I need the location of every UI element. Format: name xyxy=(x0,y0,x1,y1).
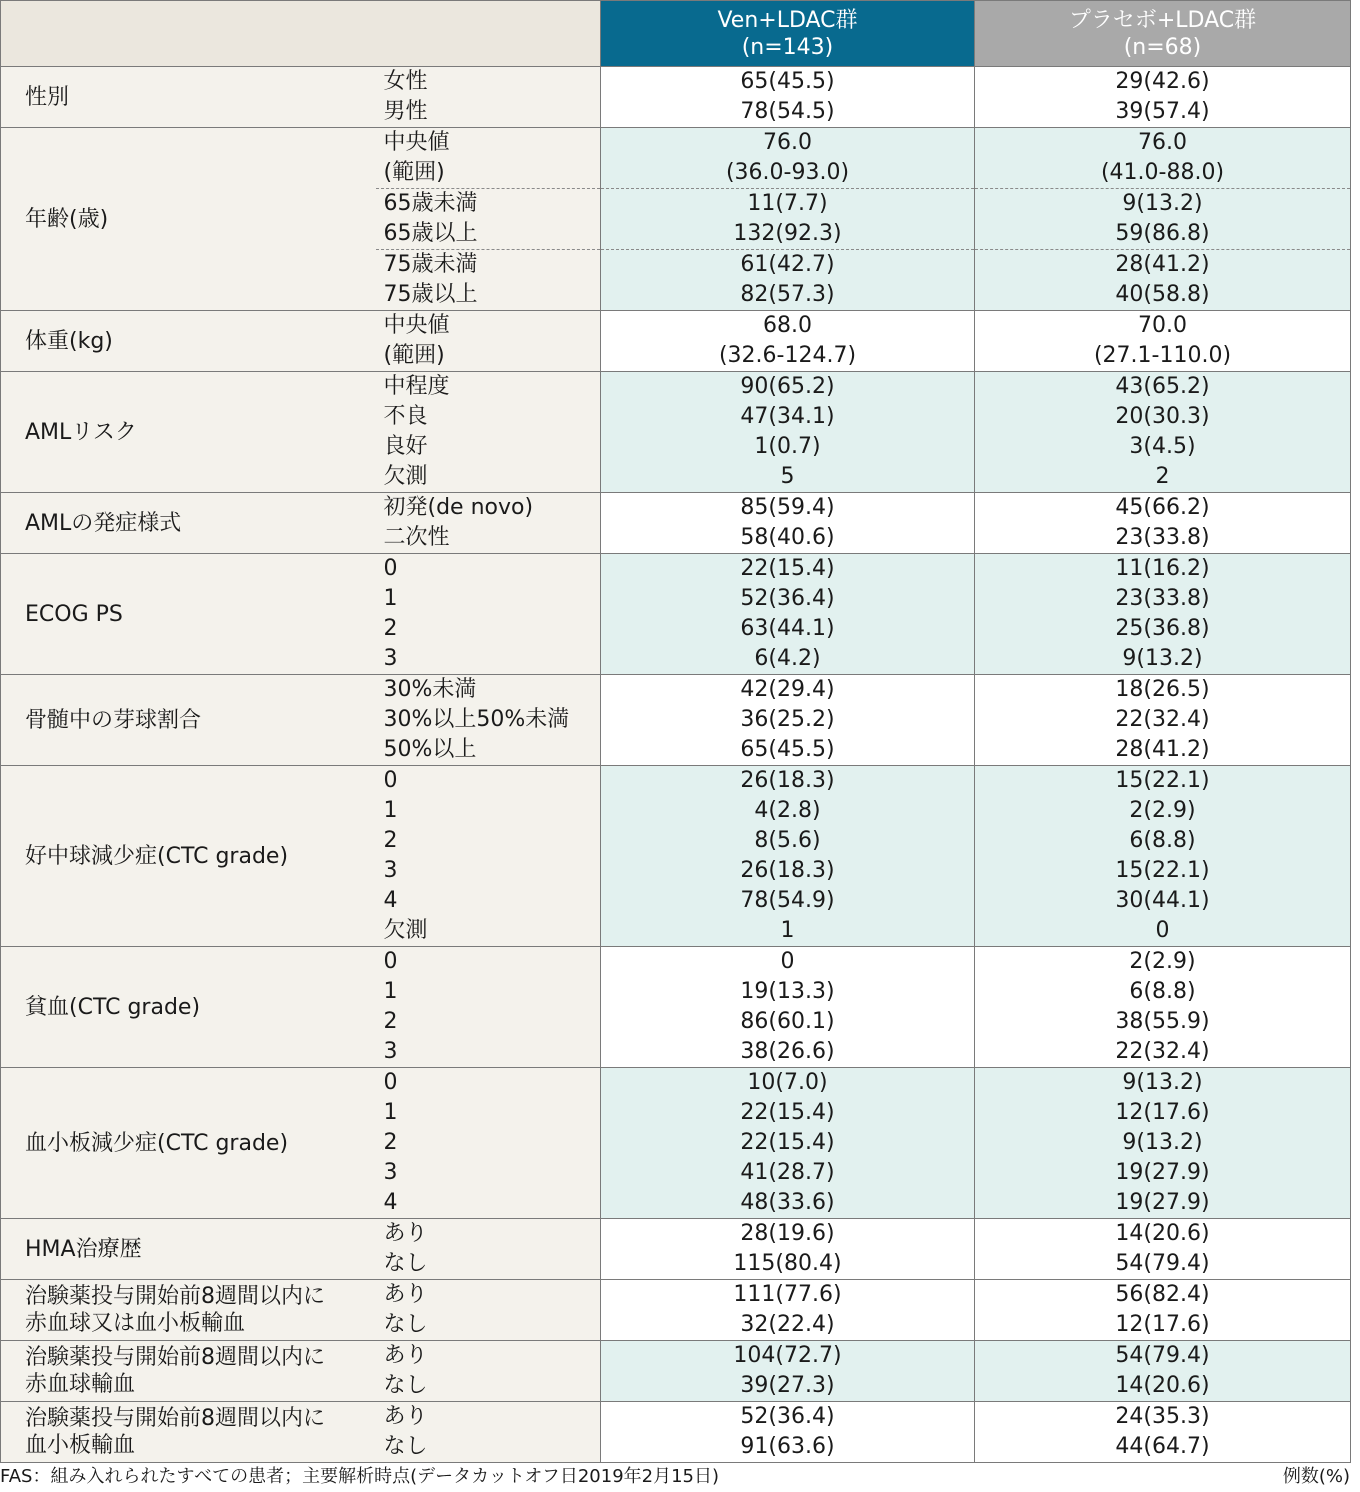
table-row-group xyxy=(1,67,1351,128)
row-category xyxy=(1,1280,376,1341)
ven-ldac-value: 78(54.5) xyxy=(740,99,835,124)
placebo-ldac-value-cell xyxy=(975,1280,1351,1341)
row-category xyxy=(1,1219,376,1280)
placebo-ldac-value-cell xyxy=(975,1068,1351,1219)
placebo-ldac-value: 12(17.6) xyxy=(1115,1312,1210,1337)
placebo-ldac-value: 30(44.1) xyxy=(1115,888,1210,913)
row-category xyxy=(1,67,376,128)
ven-ldac-value: 22(15.4) xyxy=(740,1100,835,1125)
placebo-ldac-value: 59(86.8) xyxy=(1115,221,1210,246)
placebo-ldac-value: 14(20.6) xyxy=(1115,1221,1210,1246)
row-segment xyxy=(975,311,1350,371)
subcategory-label: 3 xyxy=(383,1160,398,1185)
subcategory-label: (範囲) xyxy=(383,343,445,368)
row-segment xyxy=(975,675,1350,765)
subcategory-label: なし xyxy=(383,1373,428,1398)
placebo-ldac-value: 56(82.4) xyxy=(1115,1282,1210,1307)
placebo-ldac-value: 2 xyxy=(1155,464,1170,489)
row-category xyxy=(1,1341,376,1402)
subcategory-label: 1 xyxy=(383,586,398,611)
ven-ldac-value: 28(19.6) xyxy=(740,1221,835,1246)
ven-ldac-value-cell xyxy=(601,947,975,1068)
ven-ldac-value: 22(15.4) xyxy=(740,1130,835,1155)
row-segment xyxy=(975,947,1350,1067)
row-subcategory-cell xyxy=(376,554,601,675)
placebo-ldac-value: 3(4.5) xyxy=(1129,434,1196,459)
placebo-ldac-value: 18(26.5) xyxy=(1115,677,1210,702)
row-category xyxy=(1,493,376,554)
footnote-population: FAS：組み入れられたすべての患者；主要解析時点(データカットオフ日2019年2月15日) xyxy=(0,1466,720,1487)
ven-ldac-value: 8(5.6) xyxy=(754,828,821,853)
placebo-ldac-value: 19(27.9) xyxy=(1115,1190,1210,1215)
placebo-ldac-value-cell xyxy=(975,947,1351,1068)
row-category-label: ECOG PS xyxy=(25,601,123,627)
ven-ldac-value: 5 xyxy=(780,464,795,489)
placebo-ldac-value-cell xyxy=(975,493,1351,554)
ven-ldac-value: 38(26.6) xyxy=(740,1039,835,1064)
ven-ldac-value: 1(0.7) xyxy=(754,434,821,459)
ven-ldac-value: 52(36.4) xyxy=(740,1404,835,1429)
placebo-ldac-value: 29(42.6) xyxy=(1115,69,1210,94)
table-row-group xyxy=(1,766,1351,947)
ven-ldac-value-cell xyxy=(601,372,975,493)
row-subcategory-cell xyxy=(376,947,601,1068)
ven-ldac-value-cell xyxy=(601,1402,975,1463)
subcategory-label: 1 xyxy=(383,1100,398,1125)
subcategory-label: 二次性 xyxy=(383,525,450,550)
placebo-ldac-value: 9(13.2) xyxy=(1122,1070,1203,1095)
row-segment xyxy=(601,554,974,674)
ven-ldac-value: 132(92.3) xyxy=(733,221,842,246)
row-category xyxy=(1,128,376,311)
row-category-label: 性別 xyxy=(25,84,70,110)
placebo-ldac-value: 9(13.2) xyxy=(1122,646,1203,671)
row-category xyxy=(1,766,376,947)
subcategory-label: 4 xyxy=(383,888,398,913)
subcategory-label: 2 xyxy=(383,1009,398,1034)
ven-ldac-value: 36(25.2) xyxy=(740,707,835,732)
placebo-ldac-value: 54(79.4) xyxy=(1115,1251,1210,1276)
row-segment xyxy=(601,1280,974,1340)
row-subcategory-cell xyxy=(376,1280,601,1341)
table-row xyxy=(1,1068,1351,1219)
row-segment xyxy=(601,1219,974,1279)
placebo-ldac-value-cell xyxy=(975,675,1351,766)
table-row-group xyxy=(1,947,1351,1068)
placebo-ldac-value: 23(33.8) xyxy=(1115,525,1210,550)
placebo-ldac-value: 6(8.8) xyxy=(1129,979,1196,1004)
row-segment xyxy=(975,1280,1350,1340)
placebo-ldac-value: 22(32.4) xyxy=(1115,707,1210,732)
placebo-ldac-value: 11(16.2) xyxy=(1115,556,1210,581)
row-category-label: 治験薬投与開始前8週間以内に xyxy=(25,1284,325,1309)
row-subcategory-cell xyxy=(376,493,601,554)
ven-ldac-value: 26(18.3) xyxy=(740,768,835,793)
ven-ldac-value-cell xyxy=(601,128,975,311)
placebo-ldac-value: 20(30.3) xyxy=(1115,404,1210,429)
subcategory-label: 初発(de novo) xyxy=(383,495,534,520)
table-row-group xyxy=(1,1219,1351,1280)
row-category-label: 好中球減少症(CTC grade) xyxy=(25,843,289,869)
row-segment xyxy=(601,493,974,553)
subcategory-label: 50%以上 xyxy=(383,737,477,762)
subcategory-label: 欠測 xyxy=(383,918,428,943)
placebo-ldac-value-cell xyxy=(975,128,1351,311)
table-row xyxy=(1,1219,1351,1280)
table-row xyxy=(1,766,1351,947)
row-category-label: 血小板輸血 xyxy=(25,1433,136,1458)
ven-ldac-value-cell xyxy=(601,554,975,675)
footnote-unit: 例数(%) xyxy=(1282,1466,1350,1487)
row-segment xyxy=(601,128,974,188)
row-subcategory-cell xyxy=(376,67,601,128)
placebo-ldac-value: 15(22.1) xyxy=(1115,858,1210,883)
ven-ldac-value: 19(13.3) xyxy=(740,979,835,1004)
row-category-label: AMLリスク xyxy=(25,419,137,445)
ven-ldac-value: 11(7.7) xyxy=(747,191,828,216)
subcategory-label: 中央値 xyxy=(383,130,450,155)
ven-ldac-value: 4(2.8) xyxy=(754,798,821,823)
table-row xyxy=(1,675,1351,766)
ven-ldac-value: (36.0-93.0) xyxy=(725,160,850,185)
table-row-group xyxy=(1,1402,1351,1463)
subcategory-label: 男性 xyxy=(383,99,428,124)
row-category-label: 治験薬投与開始前8週間以内に xyxy=(25,1345,325,1370)
ven-ldac-value: 58(40.6) xyxy=(740,525,835,550)
row-subcategory-cell xyxy=(376,1402,601,1463)
subcategory-label: 1 xyxy=(383,798,398,823)
row-subcategory-cell xyxy=(376,372,601,493)
ven-ldac-value-cell xyxy=(601,1219,975,1280)
row-segment xyxy=(376,67,601,127)
placebo-ldac-value: 15(22.1) xyxy=(1115,768,1210,793)
row-segment xyxy=(376,1068,601,1218)
row-subcategory-cell xyxy=(376,675,601,766)
subcategory-label: (範囲) xyxy=(383,160,445,185)
row-segment xyxy=(601,766,974,946)
row-segment xyxy=(975,67,1350,127)
subcategory-label: 65歳以上 xyxy=(383,221,478,246)
subcategory-label: 欠測 xyxy=(383,464,428,489)
subcategory-label: 4 xyxy=(383,1190,398,1215)
placebo-ldac-value: 22(32.4) xyxy=(1115,1039,1210,1064)
placebo-ldac-value: 43(65.2) xyxy=(1115,374,1210,399)
row-segment xyxy=(376,188,601,249)
ven-ldac-value: 65(45.5) xyxy=(740,737,835,762)
ven-group-title: Ven+LDAC群 xyxy=(717,7,858,33)
subcategory-label: 30%以上50%未満 xyxy=(383,707,570,732)
subcategory-label: 中程度 xyxy=(383,374,450,399)
placebo-ldac-value: 38(55.9) xyxy=(1115,1009,1210,1034)
ven-ldac-value: 61(42.7) xyxy=(740,252,835,277)
placebo-group-title: プラセボ+LDAC群 xyxy=(1068,7,1257,33)
row-segment xyxy=(975,493,1350,553)
placebo-ldac-value: 44(64.7) xyxy=(1115,1434,1210,1459)
ven-ldac-value: 26(18.3) xyxy=(740,858,835,883)
row-category xyxy=(1,554,376,675)
row-segment xyxy=(376,372,601,492)
row-category-label: AMLの発症様式 xyxy=(25,510,182,536)
placebo-group-n: (n=68) xyxy=(1123,34,1202,60)
ven-ldac-value-cell xyxy=(601,311,975,372)
placebo-ldac-value: 70.0 xyxy=(1138,313,1187,338)
ven-ldac-value: 22(15.4) xyxy=(740,556,835,581)
ven-ldac-value: 6(4.2) xyxy=(754,646,821,671)
subcategory-label: 0 xyxy=(383,949,398,974)
placebo-ldac-value: 23(33.8) xyxy=(1115,586,1210,611)
row-segment xyxy=(601,311,974,371)
row-category-label: 治験薬投与開始前8週間以内に xyxy=(25,1406,325,1431)
placebo-ldac-value-cell xyxy=(975,1402,1351,1463)
row-segment xyxy=(975,128,1350,188)
subcategory-label: あり xyxy=(383,1343,428,1368)
placebo-ldac-value: 12(17.6) xyxy=(1115,1100,1210,1125)
row-subcategory-cell xyxy=(376,128,601,311)
ven-ldac-value-cell xyxy=(601,675,975,766)
subcategory-label: 3 xyxy=(383,646,398,671)
ven-ldac-value: 68.0 xyxy=(763,313,812,338)
table-row xyxy=(1,311,1351,372)
placebo-ldac-value: 39(57.4) xyxy=(1115,99,1210,124)
table-row xyxy=(1,493,1351,554)
placebo-ldac-value: 25(36.8) xyxy=(1115,616,1210,641)
ven-ldac-value: 85(59.4) xyxy=(740,495,835,520)
ven-ldac-value: 10(7.0) xyxy=(747,1070,828,1095)
row-category xyxy=(1,947,376,1068)
row-category-label: 血小板減少症(CTC grade) xyxy=(25,1130,289,1156)
subcategory-label: 0 xyxy=(383,556,398,581)
ven-ldac-value-cell xyxy=(601,1068,975,1219)
placebo-ldac-value: (27.1-110.0) xyxy=(1093,343,1232,368)
subcategory-label: 中央値 xyxy=(383,313,450,338)
row-category-label: 年齢(歳) xyxy=(25,206,109,232)
ven-ldac-value: 48(33.6) xyxy=(740,1190,835,1215)
ven-ldac-value: 91(63.6) xyxy=(740,1434,835,1459)
ven-ldac-value: (32.6-124.7) xyxy=(718,343,857,368)
row-segment xyxy=(975,766,1350,946)
row-segment xyxy=(975,188,1350,249)
table-row xyxy=(1,67,1351,128)
ven-ldac-value: 52(36.4) xyxy=(740,586,835,611)
subcategory-label: 0 xyxy=(383,1070,398,1095)
ven-ldac-value: 115(80.4) xyxy=(733,1251,842,1276)
subcategory-label: 2 xyxy=(383,616,398,641)
subcategory-label: あり xyxy=(383,1404,428,1429)
subcategory-label: 2 xyxy=(383,1130,398,1155)
row-segment xyxy=(975,249,1350,310)
row-segment xyxy=(601,1068,974,1218)
row-category-label: 体重(kg) xyxy=(25,328,113,354)
table-row xyxy=(1,1402,1351,1463)
table-row xyxy=(1,554,1351,675)
row-segment xyxy=(975,554,1350,674)
subcategory-label: 75歳以上 xyxy=(383,282,478,307)
ven-ldac-value: 41(28.7) xyxy=(740,1160,835,1185)
subcategory-label: 30%未満 xyxy=(383,677,477,702)
subcategory-label: 1 xyxy=(383,979,398,1004)
placebo-ldac-value: 28(41.2) xyxy=(1115,252,1210,277)
placebo-ldac-value: 9(13.2) xyxy=(1122,1130,1203,1155)
subcategory-label: なし xyxy=(383,1434,428,1459)
subcategory-label: 0 xyxy=(383,768,398,793)
placebo-ldac-value-cell xyxy=(975,67,1351,128)
row-segment xyxy=(601,947,974,1067)
table-row-group xyxy=(1,372,1351,493)
row-segment xyxy=(376,554,601,674)
row-category-label: 赤血球輸血 xyxy=(25,1372,136,1397)
ven-ldac-value: 42(29.4) xyxy=(740,677,835,702)
ven-ldac-value: 90(65.2) xyxy=(740,374,835,399)
row-segment xyxy=(376,1341,601,1401)
placebo-ldac-value: 0 xyxy=(1155,918,1170,943)
table-row-group xyxy=(1,1280,1351,1341)
table-row-group xyxy=(1,128,1351,311)
placebo-ldac-value: 54(79.4) xyxy=(1115,1343,1210,1368)
placebo-ldac-value-cell xyxy=(975,372,1351,493)
row-category-label: 貧血(CTC grade) xyxy=(25,994,201,1020)
row-segment xyxy=(601,372,974,492)
table-row-group xyxy=(1,311,1351,372)
subcategory-label: 不良 xyxy=(383,404,428,429)
row-segment xyxy=(975,372,1350,492)
row-subcategory-cell xyxy=(376,1068,601,1219)
placebo-ldac-value: 19(27.9) xyxy=(1115,1160,1210,1185)
row-segment xyxy=(376,1402,601,1462)
placebo-ldac-value-cell xyxy=(975,554,1351,675)
placebo-ldac-value: 2(2.9) xyxy=(1129,798,1196,823)
ven-ldac-value-cell xyxy=(601,766,975,947)
row-subcategory-cell xyxy=(376,1341,601,1402)
placebo-ldac-value-cell xyxy=(975,766,1351,947)
row-segment xyxy=(376,675,601,765)
table-row-group xyxy=(1,554,1351,675)
ven-ldac-value: 39(27.3) xyxy=(740,1373,835,1398)
table-row xyxy=(1,1341,1351,1402)
row-segment xyxy=(601,188,974,249)
row-category-label: 赤血球又は血小板輸血 xyxy=(25,1311,246,1336)
ven-ldac-value: 76.0 xyxy=(763,130,812,155)
ven-ldac-value: 65(45.5) xyxy=(740,69,835,94)
placebo-ldac-value-cell xyxy=(975,1219,1351,1280)
table-row-group xyxy=(1,1068,1351,1219)
row-segment xyxy=(376,128,601,188)
row-segment xyxy=(376,249,601,310)
row-category xyxy=(1,311,376,372)
table-row xyxy=(1,372,1351,493)
row-category xyxy=(1,675,376,766)
ven-ldac-value: 32(22.4) xyxy=(740,1312,835,1337)
row-segment xyxy=(601,675,974,765)
placebo-ldac-value: 6(8.8) xyxy=(1129,828,1196,853)
ven-ldac-value: 86(60.1) xyxy=(740,1009,835,1034)
placebo-ldac-value: 2(2.9) xyxy=(1129,949,1196,974)
ven-ldac-value: 111(77.6) xyxy=(733,1282,842,1307)
placebo-ldac-value: 76.0 xyxy=(1138,130,1187,155)
row-segment xyxy=(376,1219,601,1279)
row-segment xyxy=(975,1219,1350,1279)
ven-ldac-value: 78(54.9) xyxy=(740,888,835,913)
row-segment xyxy=(376,947,601,1067)
subcategory-label: 2 xyxy=(383,828,398,853)
placebo-ldac-value: (41.0-88.0) xyxy=(1100,160,1225,185)
ven-ldac-value: 1 xyxy=(780,918,795,943)
row-segment xyxy=(601,67,974,127)
table-row xyxy=(1,947,1351,1068)
ven-group-n: (n=143) xyxy=(741,34,834,60)
ven-ldac-value: 104(72.7) xyxy=(733,1343,842,1368)
table-row-group xyxy=(1,675,1351,766)
subcategory-label: 3 xyxy=(383,1039,398,1064)
subcategory-label: 75歳未満 xyxy=(383,252,478,277)
placebo-ldac-value: 14(20.6) xyxy=(1115,1373,1210,1398)
placebo-ldac-value-cell xyxy=(975,311,1351,372)
row-category xyxy=(1,1068,376,1219)
table-row xyxy=(1,128,1351,311)
ven-ldac-value: 0 xyxy=(780,949,795,974)
placebo-ldac-value: 40(58.8) xyxy=(1115,282,1210,307)
row-segment xyxy=(376,1280,601,1340)
placebo-ldac-value: 28(41.2) xyxy=(1115,737,1210,762)
row-segment xyxy=(601,249,974,310)
row-category-label: HMA治療歴 xyxy=(25,1236,142,1262)
ven-ldac-value-cell xyxy=(601,1341,975,1402)
row-segment xyxy=(376,766,601,946)
row-subcategory-cell xyxy=(376,766,601,947)
table-row-group xyxy=(1,493,1351,554)
table-row xyxy=(1,1280,1351,1341)
row-segment xyxy=(601,1341,974,1401)
row-segment xyxy=(376,493,601,553)
subcategory-label: 良好 xyxy=(383,434,428,459)
row-segment xyxy=(376,311,601,371)
ven-ldac-value: 63(44.1) xyxy=(740,616,835,641)
row-category-label: 骨髄中の芽球割合 xyxy=(25,707,202,733)
placebo-ldac-value: 9(13.2) xyxy=(1122,191,1203,216)
subcategory-label: あり xyxy=(383,1221,428,1246)
ven-ldac-value-cell xyxy=(601,1280,975,1341)
row-category xyxy=(1,1402,376,1463)
placebo-ldac-value-cell xyxy=(975,1341,1351,1402)
ven-ldac-value-cell xyxy=(601,67,975,128)
subcategory-label: あり xyxy=(383,1282,428,1307)
row-segment xyxy=(975,1341,1350,1401)
row-segment xyxy=(975,1402,1350,1462)
placebo-ldac-value: 45(66.2) xyxy=(1115,495,1210,520)
ven-ldac-value: 82(57.3) xyxy=(740,282,835,307)
row-category xyxy=(1,372,376,493)
table-row-group xyxy=(1,1341,1351,1402)
row-subcategory-cell xyxy=(376,1219,601,1280)
ven-ldac-value-cell xyxy=(601,493,975,554)
subcategory-label: なし xyxy=(383,1251,428,1276)
row-subcategory-cell xyxy=(376,311,601,372)
subcategory-label: 女性 xyxy=(383,69,428,94)
row-segment xyxy=(601,1402,974,1462)
header-placebo-ldac xyxy=(975,1,1351,67)
header-ven-ldac xyxy=(601,1,975,67)
subcategory-label: 3 xyxy=(383,858,398,883)
placebo-ldac-value: 24(35.3) xyxy=(1115,1404,1210,1429)
ven-ldac-value: 47(34.1) xyxy=(740,404,835,429)
row-segment xyxy=(975,1068,1350,1218)
subcategory-label: なし xyxy=(383,1312,428,1337)
subcategory-label: 65歳未満 xyxy=(383,191,478,216)
header-corner-cell xyxy=(1,1,601,67)
table-header xyxy=(1,1,1351,67)
